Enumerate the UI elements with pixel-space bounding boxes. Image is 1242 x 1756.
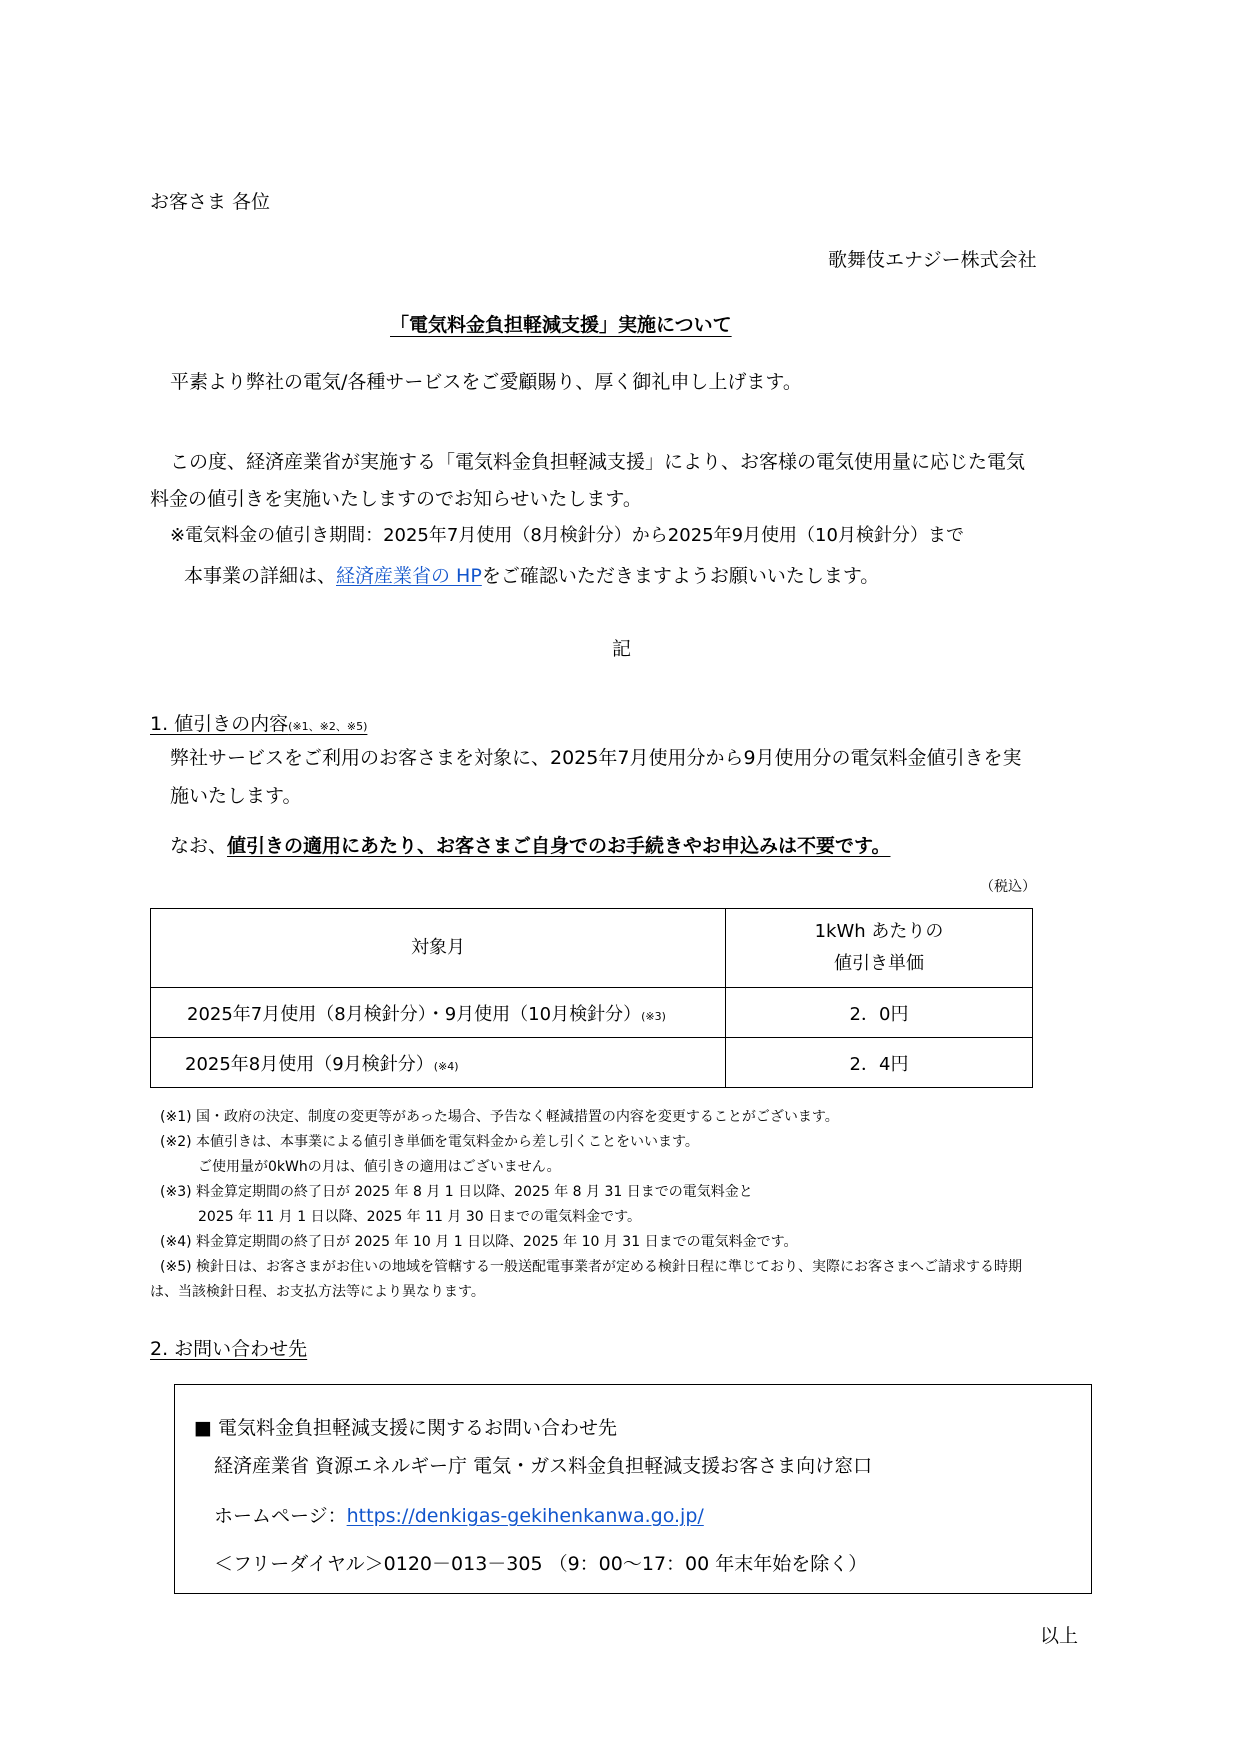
row-month — [151, 988, 726, 1038]
no-application-note — [170, 834, 891, 858]
freedial-line: ＜フリーダイヤル＞0120－013－305 （9：00～17：00 年末年始を除く） — [214, 1553, 868, 1575]
row-month — [151, 1038, 726, 1088]
footnote-2-cont: ご使用量が0kWhの月は、値引きの適用はございません。 — [198, 1159, 561, 1175]
row-month-ref: (※4) — [433, 1059, 459, 1073]
table-row — [151, 988, 1033, 1038]
intro-paragraph-line2: 料金の値引きを実施いたしますのでお知らせいたします。 — [150, 488, 642, 510]
footnote-3-cont: 2025 年 11 月 1 日以降、2025 年 11 月 30 日までの電気料金です。 — [198, 1209, 641, 1225]
row-price: 2．0円 — [726, 988, 1033, 1038]
contact-office: 経済産業省 資源エネルギー庁 電気・ガス料金負担軽減支援お客さま向け窓口 — [214, 1455, 873, 1477]
section1-body-line2: 施いたします。 — [170, 785, 302, 807]
row-price: 2．4円 — [726, 1038, 1033, 1088]
row-month-ref: (※3) — [641, 1009, 666, 1023]
addressee: お客さま 各位 — [150, 191, 271, 213]
footnote-5-cont: は、当該検針日程、お支払方法等により異なります。 — [150, 1284, 485, 1300]
ki-marker: 記 — [612, 638, 632, 660]
section1-heading-refs: (※1、※2、※5) — [288, 720, 368, 733]
footnote-4: (※4) 料金算定期間の終了日が 2025 年 10 月 1 日以降、2025 年 10 月 31 日までの電気料金です。 — [160, 1234, 798, 1250]
homepage-link[interactable]: https://denkigas-gekihenkanwa.go.jp/ — [346, 1505, 704, 1527]
tax-included-note: （税込） — [980, 879, 1036, 895]
footnote-2: (※2) 本値引きは、本事業による値引き単価を電気料金から差し引くことをいいます。 — [160, 1134, 699, 1150]
meti-hp-link[interactable]: 経済産業省の HP — [336, 565, 482, 587]
sender-company: 歌舞伎エナジー株式会社 — [828, 249, 1037, 271]
row-month-text: 2025年8月使用（9月検針分） — [185, 1053, 434, 1075]
note-emphasis: 値引きの適用にあたり、お客さまご自身でのお手続きやお申込みは不要です。 — [227, 835, 891, 857]
footnote-3: (※3) 料金算定期間の終了日が 2025 年 8 月 1 日以降、2025 年 8 月 31 日までの電気料金と — [160, 1184, 753, 1200]
row-month-text: 2025年7月使用（8月検針分）・9月使用（10月検針分） — [187, 1003, 642, 1025]
table-row — [151, 1038, 1033, 1088]
header-unit-price-line2: 値引き単価 — [834, 953, 924, 974]
details-suffix: をご確認いただきますようお願いいたします。 — [481, 565, 880, 587]
homepage-line — [214, 1504, 704, 1528]
section2-heading: 2. お問い合わせ先 — [150, 1338, 308, 1360]
intro-paragraph-line1: この度、経済産業省が実施する「電気料金負担軽減支援」により、お客様の電気使用量に応じた電気 — [170, 451, 1026, 473]
discount-table — [150, 908, 1033, 1088]
section1-heading-line — [150, 712, 367, 739]
footnote-5: (※5) 検針日は、お客さまがお住いの地域を管轄する一般送配電事業者が定める検針日程に準じており、実際にお客さまへご請求する時期 — [160, 1259, 1023, 1275]
section1-body-line1: 弊社サービスをご利用のお客さまを対象に、2025年7月使用分から9月使用分の電気料金値引きを実 — [170, 747, 1022, 769]
header-unit-price-line1: 1kWh あたりの — [814, 921, 944, 942]
details-prefix: 本事業の詳細は、 — [184, 565, 337, 587]
note-prefix: なお、 — [170, 835, 228, 857]
closing-ijou: 以上 — [1040, 1625, 1079, 1647]
section1-heading: 1. 値引きの内容 — [150, 713, 289, 735]
details-line — [184, 564, 879, 588]
homepage-label: ホームページ： — [214, 1505, 347, 1527]
discount-period-note: ※電気料金の値引き期間：2025年7月使用（8月検針分）から2025年9月使用（10月検針分）まで — [170, 525, 964, 546]
greeting: 平素より弊社の電気/各種サービスをご愛顧賜り、厚く御礼申し上げます。 — [170, 371, 802, 393]
table-header-row — [151, 909, 1033, 988]
contact-box-title: ■ 電気料金負担軽減支援に関するお問い合わせ先 — [194, 1417, 617, 1439]
document-title: 「電気料金負担軽減支援」実施について — [390, 314, 732, 336]
header-target-month: 対象月 — [151, 909, 726, 988]
footnote-1: (※1) 国・政府の決定、制度の変更等があった場合、予告なく軽減措置の内容を変更することがございます。 — [160, 1109, 839, 1125]
header-unit-price — [726, 909, 1033, 988]
